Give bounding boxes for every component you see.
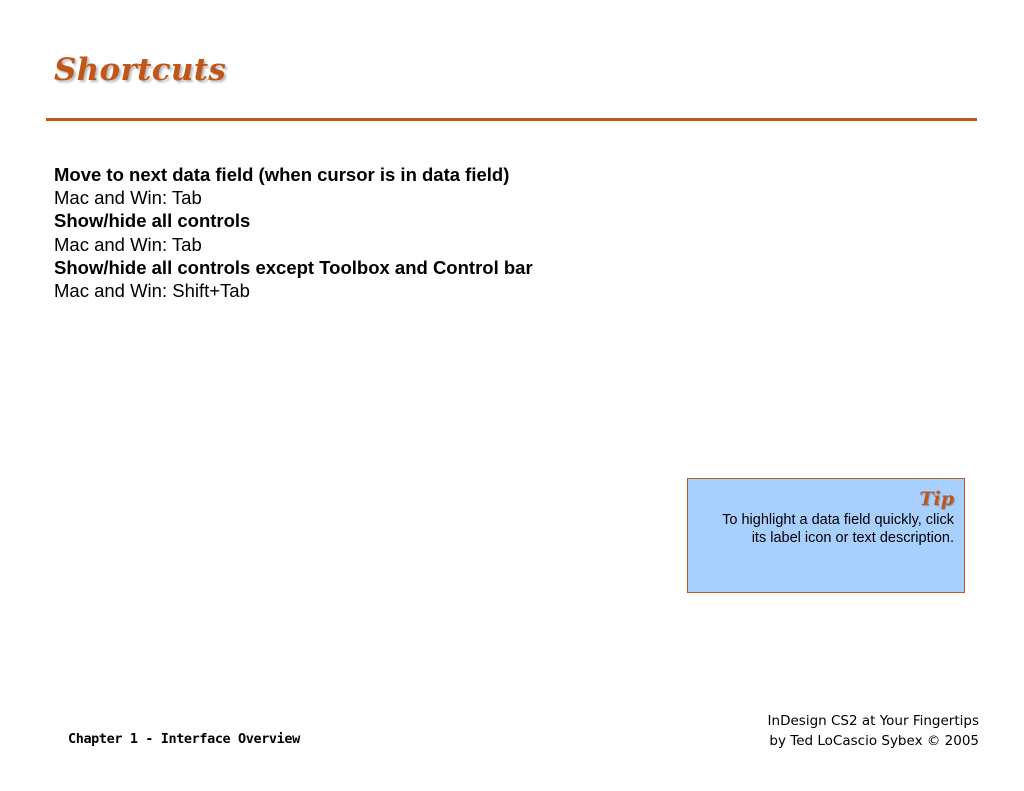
tip-text-line: To highlight a data field quickly, click (722, 512, 954, 528)
shortcut-action: Show/hide all controls except Toolbox and Control bar (54, 256, 533, 278)
shortcut-keys: Mac and Win: Tab (54, 187, 202, 209)
tip-box (687, 478, 965, 593)
tip-title: Tip (919, 488, 954, 510)
shortcut-action: Move to next data field (when cursor is in data field) (54, 164, 510, 185)
title-divider (46, 118, 977, 121)
shortcut-keys: Mac and Win: Tab (54, 233, 202, 255)
book-title: InDesign CS2 at Your Fingertips (767, 713, 979, 729)
chapter-label: Chapter 1 - Interface Overview (68, 731, 300, 747)
shortcut-action: Show/hide all controls (54, 210, 251, 232)
tip-text (698, 511, 954, 547)
shortcut-list (54, 163, 533, 302)
shortcut-keys: Mac and Win: Shift+Tab (54, 280, 250, 302)
book-author: by Ted LoCascio Sybex © 2005 (769, 733, 979, 749)
book-credits (768, 711, 979, 751)
tip-text-line: its label icon or text description. (751, 530, 954, 546)
page-title: Shortcuts (54, 52, 227, 88)
